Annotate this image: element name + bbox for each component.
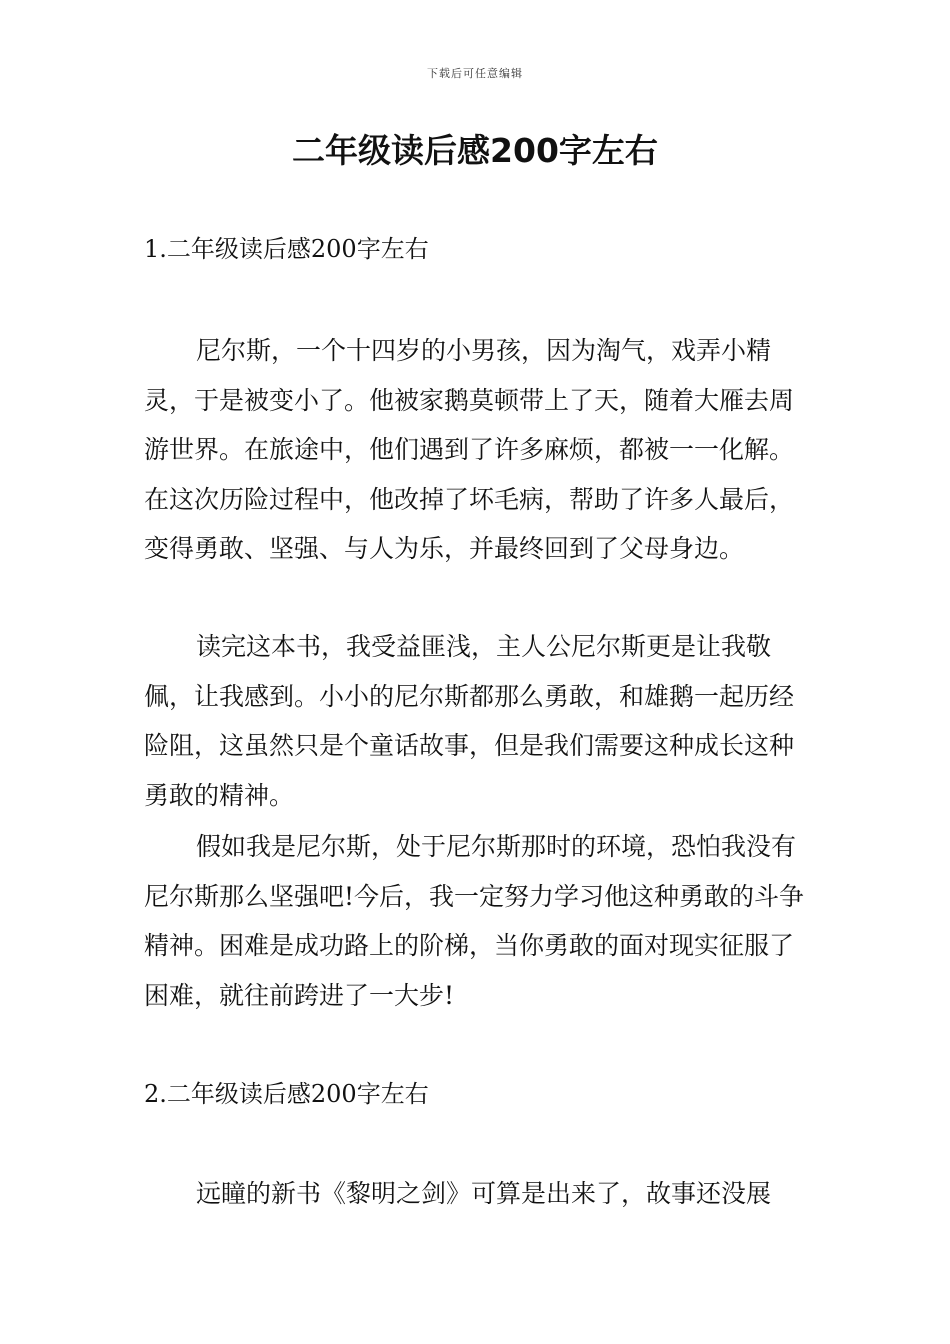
paragraph: 远瞳的新书《黎明之剑》可算是出来了，故事还没展 [196, 1179, 772, 1208]
paragraph: 假如我是尼尔斯，处于尼尔斯那时的环境，恐怕我没有尼尔斯那么坚强吧!今后，我一定努力学习他这种勇敢的斗争精神。困难是成功路上的阶梯，当你勇敢的面对现实征服了困难，就往前跨进了一大步! [144, 832, 805, 1010]
paragraph: 尼尔斯，一个十四岁的小男孩，因为淘气，戏弄小精灵，于是被变小了。他被家鹅莫顿带上了天，随着大雁去周游世界。在旅途中，他们遇到了许多麻烦，都被一一化解。在这次历险过程中，他改掉了坏毛病，帮助了许多人最后，变得勇敢、坚强、与人为乐，并最终回到了父母身边。 [144, 336, 795, 564]
section-heading-1: 1.二年级读后感200字左右 [144, 235, 429, 263]
section-heading-2: 2.二年级读后感200字左右 [144, 1080, 429, 1108]
header-note: 下载后可任意编辑 [427, 67, 523, 80]
paragraph: 读完这本书，我受益匪浅，主人公尼尔斯更是让我敬佩，让我感到。小小的尼尔斯都那么勇敢，和雄鹅一起历经险阻，这虽然只是个童话故事，但是我们需要这种成长这种勇敢的精神。 [144, 632, 795, 810]
document-title: 二年级读后感200字左右 [292, 131, 658, 170]
